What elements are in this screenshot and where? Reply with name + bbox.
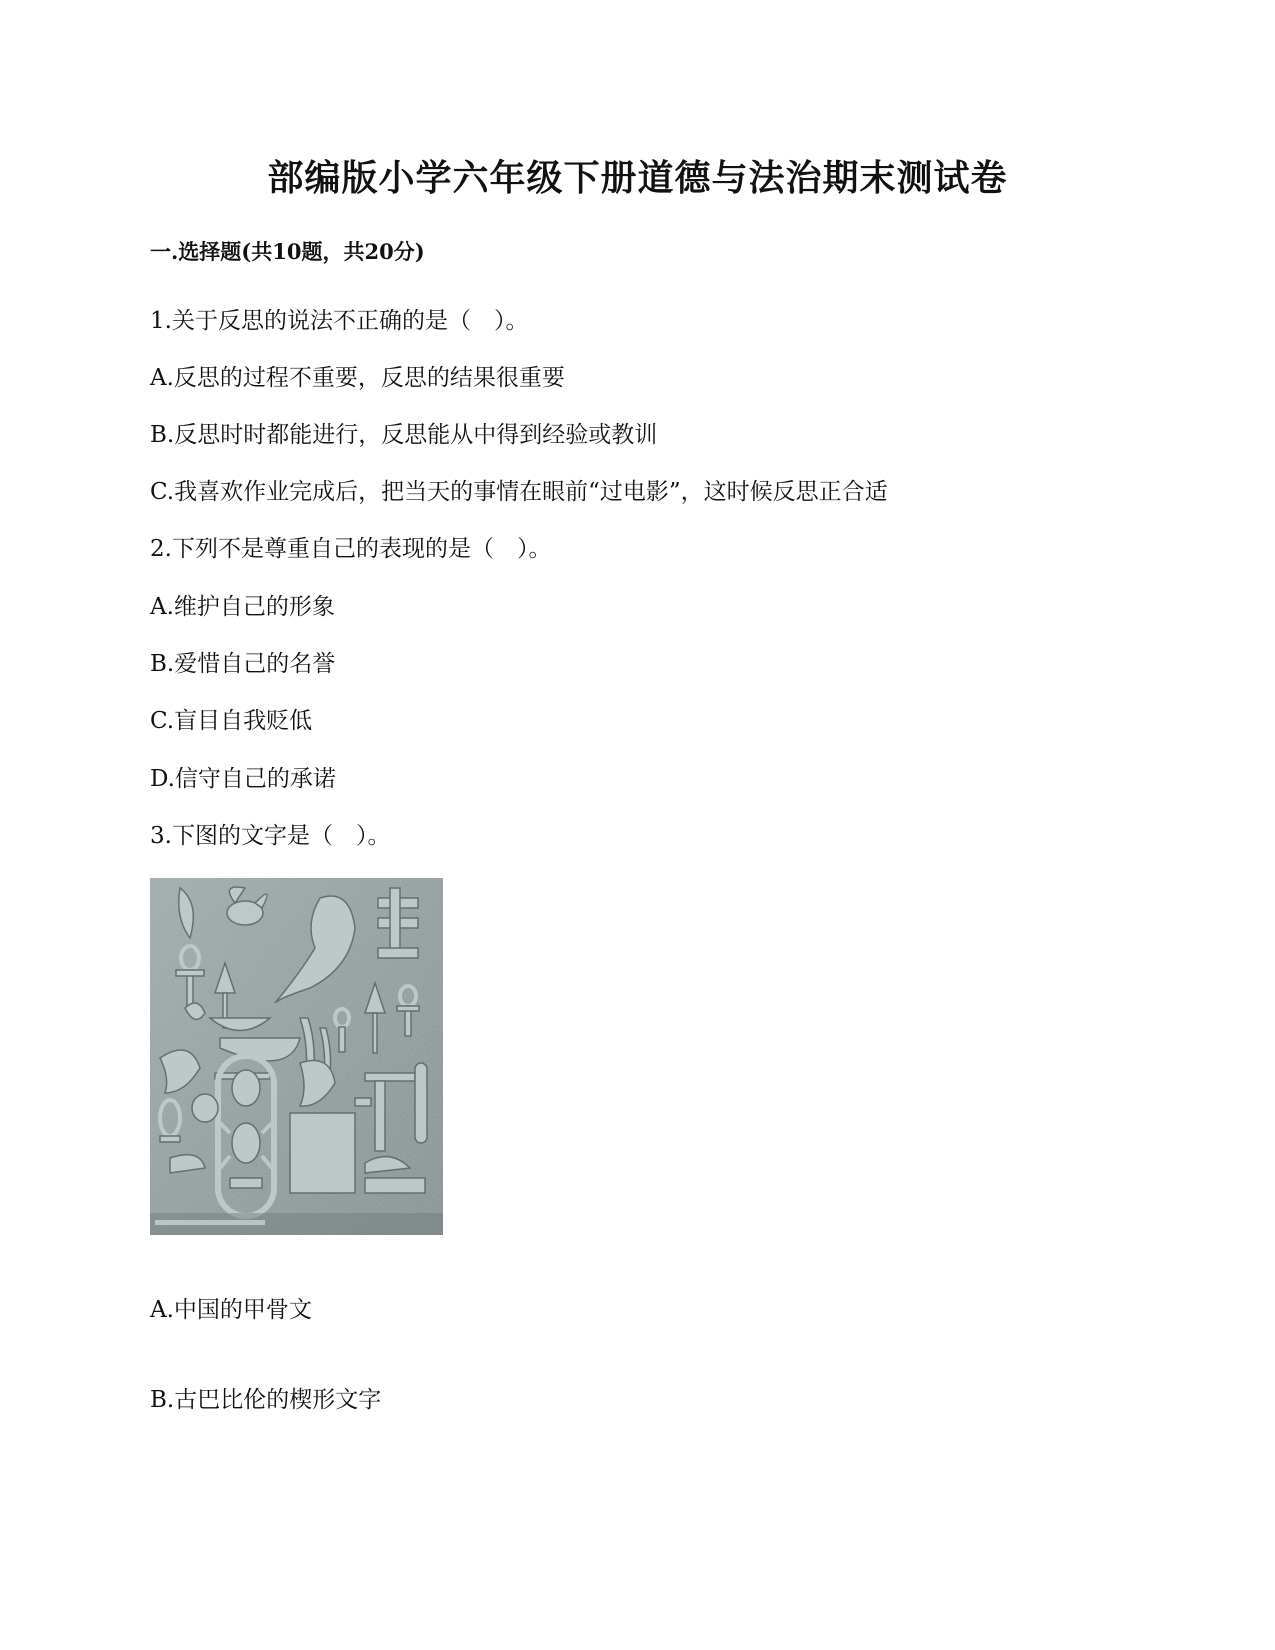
- question-3-stem: 3.下图的文字是（ ）。: [150, 823, 391, 849]
- question-1-stem: 1.关于反思的说法不正确的是（ ）。: [150, 308, 529, 334]
- question-1-option-c: C.我喜欢作业完成后，把当天的事情在眼前“过电影”，这时候反思正合适: [150, 479, 888, 505]
- question-3-option-a: A.中国的甲骨文: [150, 1297, 312, 1323]
- question-2-option-d: D.信守自己的承诺: [150, 766, 336, 792]
- question-2-option-b: B.爱惜自己的名誉: [150, 651, 336, 677]
- question-3-option-b: B.古巴比伦的楔形文字: [150, 1387, 382, 1413]
- hieroglyph-stone-image: [150, 878, 443, 1235]
- question-2-option-c: C.盲目自我贬低: [150, 708, 313, 734]
- section-heading: 一.选择题(共10题，共20分): [150, 239, 425, 264]
- question-1-option-a: A.反思的过程不重要，反思的结果很重要: [150, 365, 565, 391]
- question-1-option-b: B.反思时时都能进行，反思能从中得到经验或教训: [150, 422, 658, 448]
- question-2-option-a: A.维护自己的形象: [150, 594, 335, 620]
- page-title: 部编版小学六年级下册道德与法治期末测试卷: [267, 157, 1008, 199]
- question-2-stem: 2.下列不是尊重自己的表现的是（ ）。: [150, 536, 552, 562]
